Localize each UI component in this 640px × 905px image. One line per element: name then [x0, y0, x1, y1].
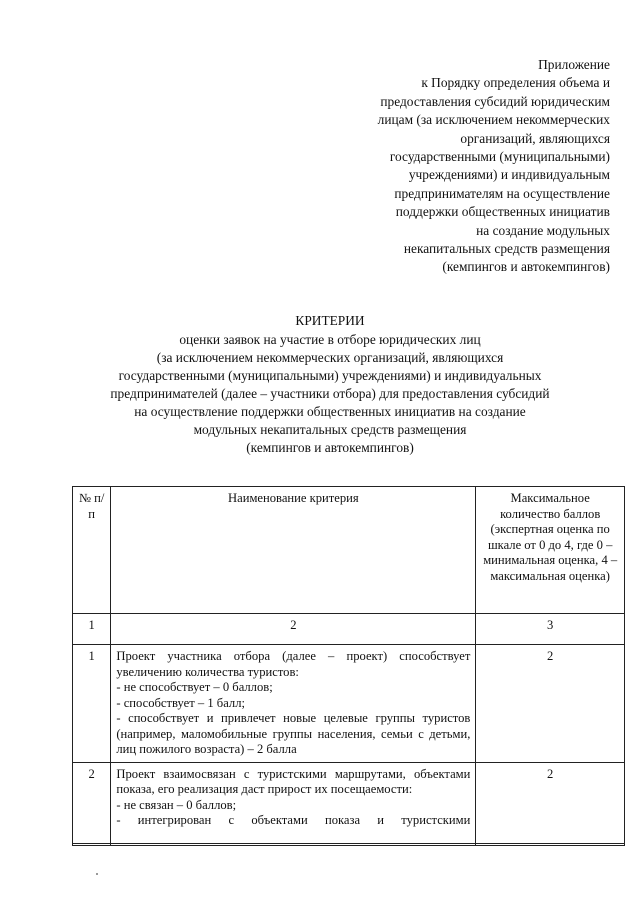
title-line: (за исключением некоммерческих организаций, являющихся	[156, 350, 504, 365]
appendix-line: Приложение	[538, 57, 610, 72]
col-number: 3	[476, 614, 625, 645]
title-heading: КРИТЕРИИ	[295, 313, 365, 328]
title-line: на осуществление поддержки общественных инициатив на создание	[134, 404, 526, 419]
column-number-row	[73, 614, 625, 645]
title-line: государственными (муниципальными) учреждениями) и индивидуальных	[118, 368, 542, 383]
row-max-score: 2	[476, 645, 625, 763]
table-row	[73, 762, 625, 845]
appendix-line: лицам (за исключением некоммерческих	[377, 112, 610, 128]
header-name: Наименование критерия	[111, 487, 476, 614]
appendix-block	[290, 56, 610, 277]
col-number: 2	[111, 614, 476, 645]
appendix-line: на создание модульных	[476, 222, 610, 238]
title-line: предпринимателей (далее – участники отбора) для предоставления субсидий	[110, 386, 550, 401]
title-line: (кемпингов и автокемпингов)	[246, 440, 414, 455]
description-line: - интегрирован с объектами показа и туристскими	[116, 813, 471, 827]
appendix-line: предоставления субсидий юридическим	[380, 93, 610, 109]
description-line: - способствует – 1 балл;	[116, 695, 245, 710]
row-num: 2	[73, 762, 111, 845]
header-max: Максимальное количество баллов (экспертная оценка по шкале от 0 до 4, где 0 – минимальная оценка, 4 – максимальная оценка)	[476, 487, 625, 614]
appendix-line: некапитальных средств размещения	[403, 241, 610, 257]
criteria-table	[72, 486, 625, 846]
scan-speck	[96, 873, 98, 875]
title-line: оценки заявок на участие в отборе юридических лиц	[179, 332, 481, 347]
appendix-line: предпринимателям на осуществление	[394, 185, 610, 201]
appendix-line: (кемпингов и автокемпингов)	[442, 259, 610, 275]
header-num: № п/п	[73, 487, 111, 614]
appendix-line: организаций, являющихся	[460, 130, 610, 146]
appendix-line: к Порядку определения объема и	[421, 75, 610, 91]
title-line: модульных некапитальных средств размещения	[193, 422, 467, 437]
appendix-line: поддержки общественных инициатив	[395, 204, 610, 220]
document-title	[60, 312, 600, 457]
description-line: - не связан – 0 баллов;	[116, 797, 237, 812]
description-line: Проект взаимосвязан с туристскими маршрутами, объектами показа, его реализация даст прирост их посещаемости:	[116, 766, 471, 796]
col-number: 1	[73, 614, 111, 645]
description-line: - способствует и привлечет новые целевые группы туристов (например, маломобильные группы населения, семьи с детьми, лиц пожилого возраста) – 2 балла	[116, 711, 471, 756]
row-num: 1	[73, 645, 111, 763]
table-header-row	[73, 487, 625, 614]
row-description	[111, 645, 476, 763]
appendix-line: государственными (муниципальными)	[389, 149, 610, 165]
description-line: - не способствует – 0 баллов;	[116, 680, 273, 694]
row-max-score: 2	[476, 762, 625, 845]
appendix-line: учреждениями) и индивидуальным	[408, 167, 610, 183]
table-row	[73, 645, 625, 763]
description-line: Проект участника отбора (далее – проект) способствует увеличению количества туристов:	[116, 649, 471, 679]
row-description	[111, 762, 476, 845]
table-bottom-border	[72, 843, 625, 844]
